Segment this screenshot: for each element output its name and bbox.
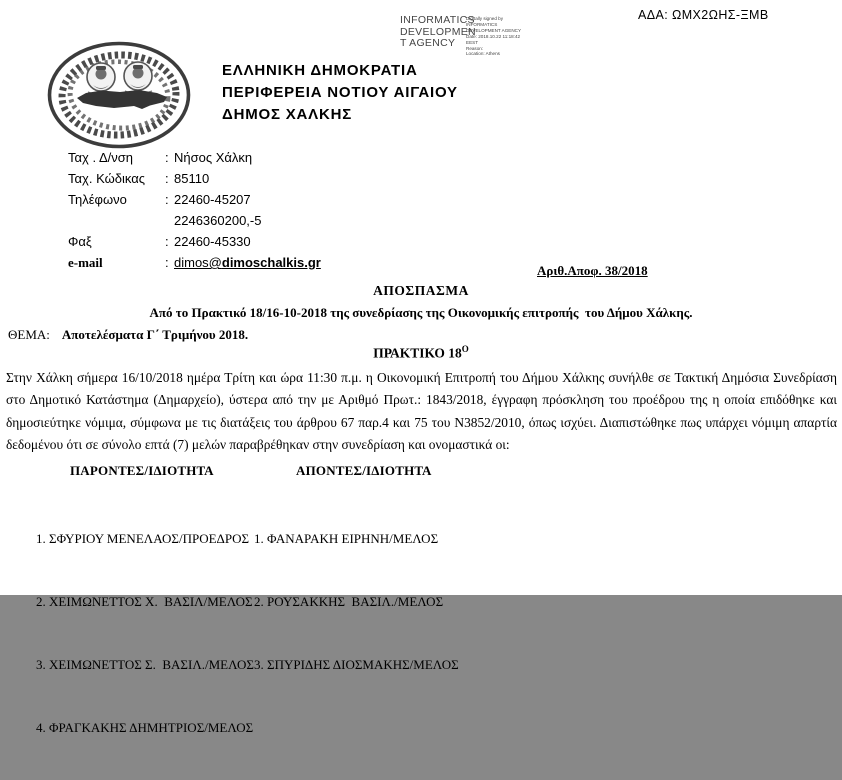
contact-value: Νήσος Χάλκη <box>174 150 253 165</box>
email-domain: dimoschalkis.gr <box>221 255 321 270</box>
ada-code: ΑΔΑ: ΩΜΧ2ΩΗΣ-ΞΜΒ <box>638 8 769 22</box>
contact-value: 2246360200,-5 <box>174 213 262 228</box>
contact-value: 22460-45330 <box>174 234 251 249</box>
contact-colon: : <box>165 234 169 249</box>
contact-label: Ταχ. Κώδικας <box>68 171 145 186</box>
subject-label: ΘΕΜΑ: <box>8 327 50 342</box>
body-paragraph: Στην Χάλκη σήμερα 16/10/2018 ημέρα Τρίτη και ώρα 11:30 π.μ. η Οικονομική Επιτροπή του Δήμου Χάλκης συνήλθε σε Τακτική Δημόσια Συνεδρίαση στο Δημοτικό Κατάστημα (Δημαρχείο), ύστερα από την με Αριθμό Πρωτ.: 1843/2018, έγγραφη πρόσκληση του προέδρου της η οποία επιδόθηκε και δημοσιεύτηκε νόμιμα, σύμφωνα με τις διατάξεις του άρθρου 67 παρ.4 και 75 του Ν3852/2010, όπως ισχύει. Διαπιστώθηκε πως υπάρχει νόμιμη απαρτία δεδομένου ότι σε σύνολο επτά (7) μελών παραβρέθηκαν στην συνεδρίαση και ονομαστικά οι: <box>6 370 837 452</box>
contact-colon: : <box>165 150 169 165</box>
present-list-item: 2. ΧΕΙΜΩΝΕΤΤΟΣ Χ. ΒΑΣΙΛ/ΜΕΛΟΣ <box>36 594 253 609</box>
email-user: dimos@ <box>174 255 222 270</box>
contact-label: Τηλέφωνο <box>68 192 127 207</box>
contact-row-address <box>68 147 321 168</box>
praktiko-heading <box>0 344 842 362</box>
praktiko-text: ΠΡΑΚΤΙΚΟ 18 <box>373 345 462 361</box>
signature-stamp-agency <box>400 15 476 50</box>
header-line-municipality: ΔΗΜΟΣ ΧΑΛΚΗΣ <box>222 106 353 123</box>
stamp-detail-line: Location: Athens <box>466 51 500 57</box>
contact-row-postcode <box>68 168 321 189</box>
signature-stamp-details <box>466 16 521 57</box>
contact-value: 85110 <box>174 171 210 186</box>
contact-row-phone2 <box>68 210 321 231</box>
contact-colon: : <box>165 192 169 207</box>
absent-header: ΑΠΟΝΤΕΣ/ΙΔΙΟΤΗΤΑ <box>296 463 432 478</box>
present-list-item: 1. ΣΦΥΡΙΟΥ ΜΕΝΕΛΑΟΣ/ΠΡΟΕΔΡΟΣ <box>36 531 250 546</box>
praktiko-superscript: Ο <box>461 344 469 354</box>
stamp-detail-line: Date: 2018.10.22 11:18:42 <box>466 33 521 39</box>
absent-list <box>254 486 459 717</box>
decision-number: Αριθ.Αποφ. 38/2018 <box>537 263 648 278</box>
absent-list-item: 2. ΡΟΥΣΑΚΚΗΣ ΒΑΣΙΛ./ΜΕΛΟΣ <box>254 594 444 609</box>
stamp-detail-line: Reason: <box>466 45 484 51</box>
contact-block <box>68 147 321 273</box>
contact-colon: : <box>165 171 169 186</box>
stamp-agency-line: T AGENCY <box>400 37 456 49</box>
contact-row-fax <box>68 231 321 252</box>
municipality-seal-icon <box>46 40 192 155</box>
present-list-item: 3. ΧΕΙΜΩΝΕΤΤΟΣ Σ. ΒΑΣΙΛ./ΜΕΛΟΣ <box>36 657 254 672</box>
present-list-item: 4. ΦΡΑΓΚΑΚΗΣ ΔΗΜΗΤΡΙΟΣ/ΜΕΛΟΣ <box>36 720 254 735</box>
contact-label: Φαξ <box>68 234 92 249</box>
email-link[interactable] <box>174 255 321 270</box>
document-subtitle: Από το Πρακτικό 18/16-10-2018 της συνεδρίασης της Οικονομικής επιτροπής του Δήμου Χάλκης. <box>149 305 693 320</box>
header-line-region: ΠΕΡΙΦΕΡΕΙΑ ΝΟΤΙΟΥ ΑΙΓΑΙΟΥ <box>222 84 458 101</box>
present-header: ΠΑΡΟΝΤΕΣ/ΙΔΙΟΤΗΤΑ <box>70 463 214 478</box>
contact-row-phone <box>68 189 321 210</box>
subject-text: Αποτελέσματα Γ΄ Τριμήνου 2018. <box>61 327 249 342</box>
contact-row-email <box>68 252 321 273</box>
contact-label: Ταχ . Δ/νση <box>68 150 134 165</box>
contact-value: 22460-45207 <box>174 192 251 207</box>
government-header <box>222 60 458 126</box>
subject-line <box>8 327 248 343</box>
stamp-detail-line: Digitally signed by <box>466 16 504 21</box>
absent-list-item: 3. ΣΠΥΡΙΔΗΣ ΔΙΟΣΜΑΚΗΣ/ΜΕΛΟΣ <box>254 657 459 672</box>
stamp-detail-line: EEST <box>466 39 478 45</box>
stamp-agency-line: DEVELOPMEN <box>400 25 476 38</box>
present-list <box>36 486 254 780</box>
stamp-detail-line: DEVELOPMENT AGENCY <box>466 27 522 33</box>
contact-colon: : <box>165 255 169 270</box>
contact-label: e-mail <box>68 255 103 270</box>
document-title: ΑΠΟΣΠΑΣΜΑ <box>373 283 469 298</box>
stamp-agency-line: INFORMATICS <box>400 14 475 26</box>
header-line-republic: ΕΛΛΗΝΙΚΗ ΔΗΜΟΚΡΑΤΙΑ <box>222 62 418 79</box>
stamp-detail-line: INFORMATICS <box>466 21 498 27</box>
absent-list-item: 1. ΦΑΝΑΡΑΚΗ ΕΙΡΗΝΗ/ΜΕΛΟΣ <box>254 531 439 546</box>
